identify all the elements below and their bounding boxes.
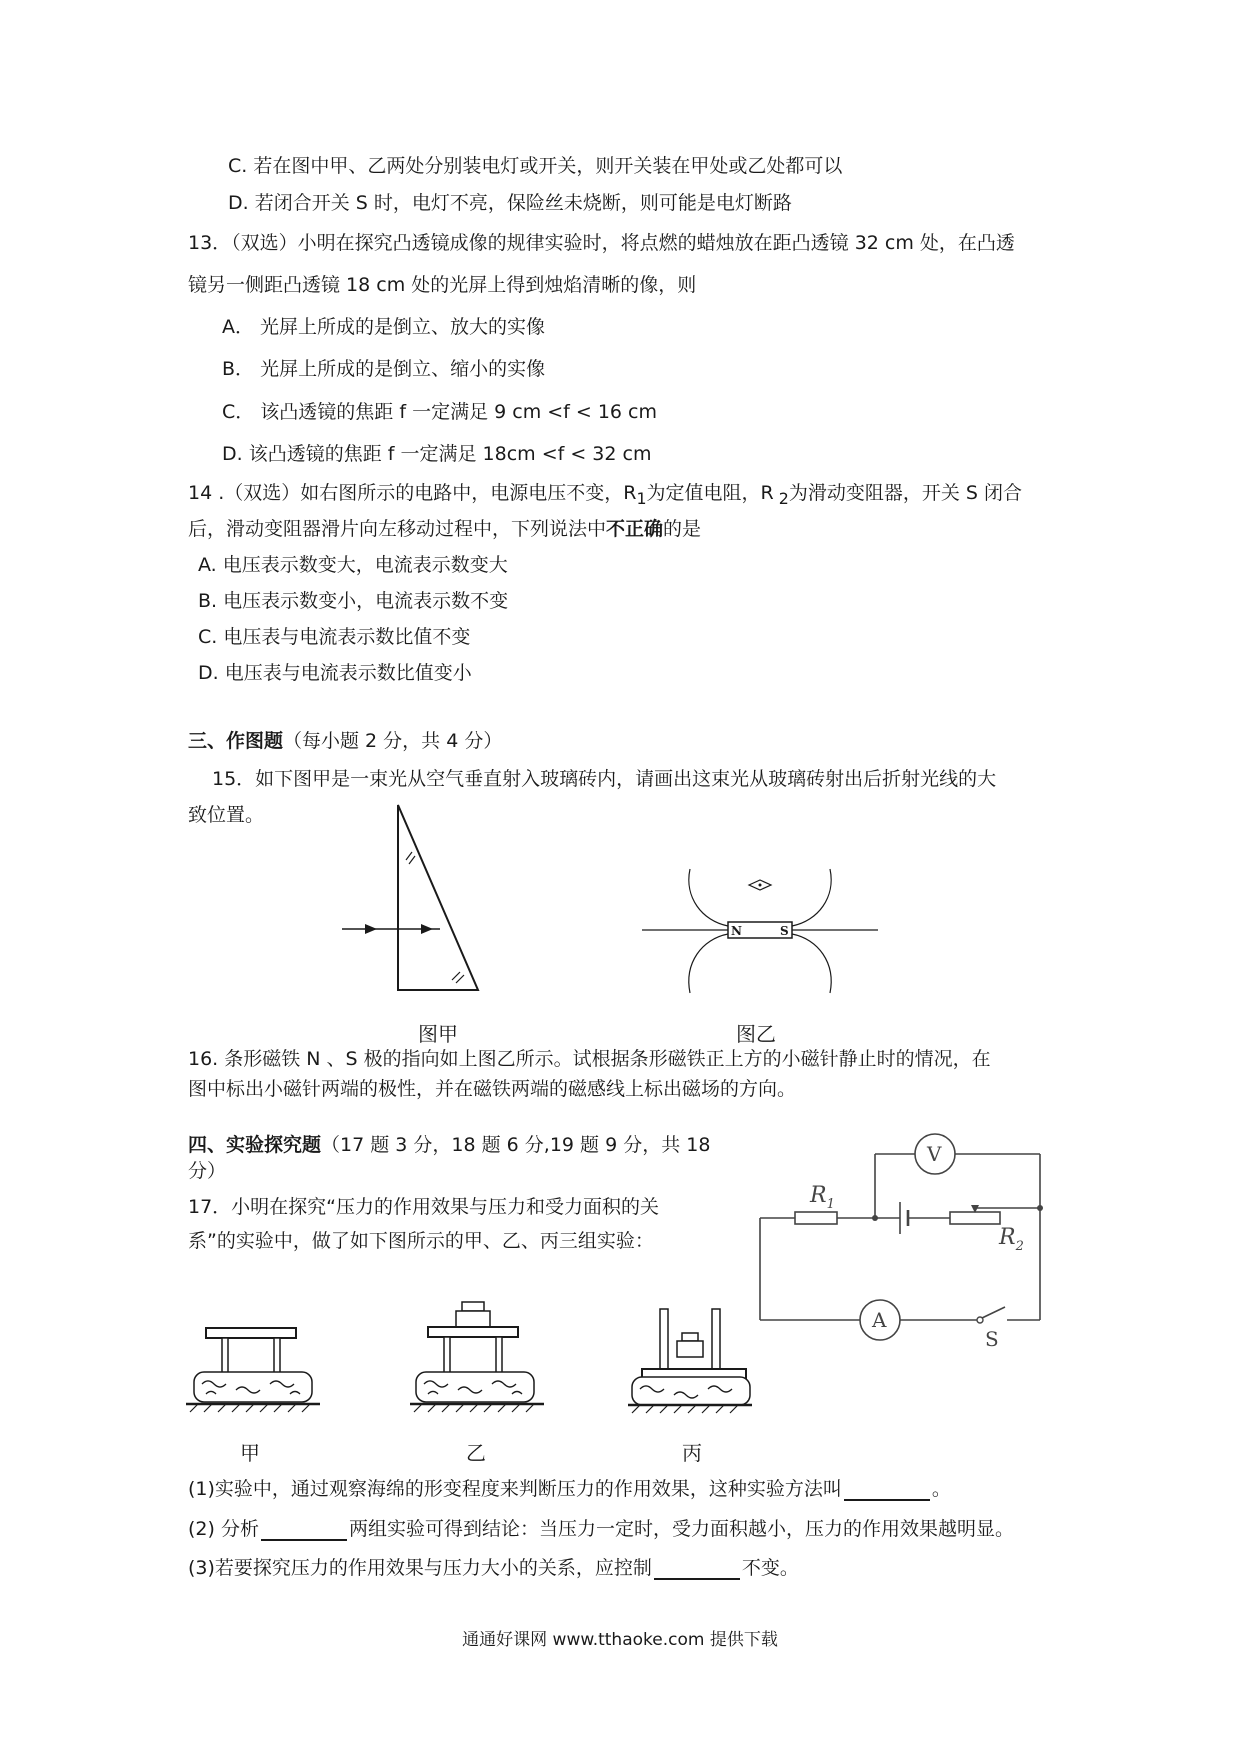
figure-jia-caption: 图甲 <box>418 1022 458 1046</box>
q12-option-d: D. 若闭合开关 S 时，电灯不亮，保险丝未烧断，则可能是电灯断路 <box>228 192 792 214</box>
section-3-title: 三、作图题 <box>188 730 284 752</box>
q14-stem2-emphasis: 不正确 <box>606 518 664 540</box>
magnet-s-pole-label: S <box>780 924 789 938</box>
q14-r1-subscript: 1 <box>636 488 647 508</box>
q13-stem-line2: 镜另一侧距凸透镜 18 cm 处的光屏上得到烛焰清晰的像，则 <box>188 274 697 296</box>
q17-sub2 <box>188 1517 1014 1541</box>
q17-line1: 17．小明在探究“压力的作用效果与压力和受力面积的关 <box>188 1196 660 1218</box>
apparatus-bing-caption: 丙 <box>682 1441 702 1465</box>
figure-jia-prism <box>330 800 500 1000</box>
r1-subscript: 1 <box>826 1197 835 1212</box>
q14-stem1-part-a: 14 .（双选）如右图所示的电路中，电源电压不变，R <box>188 482 637 504</box>
q14-stem2-part-a: 后，滑动变阻器滑片向左移动过程中，下列说法中 <box>188 518 607 540</box>
q17-sub3-answer-blank[interactable] <box>654 1558 740 1580</box>
q17-sub3-text-a: (3)若要探究压力的作用效果与压力大小的关系，应控制 <box>188 1557 652 1579</box>
apparatus-bing <box>628 1305 753 1425</box>
q17-line2: 系”的实验中，做了如下图所示的甲、乙、丙三组实验： <box>188 1230 654 1252</box>
q17-sub1 <box>188 1477 951 1501</box>
q17-sub3 <box>188 1556 799 1580</box>
field-line-right-upper <box>792 869 831 926</box>
q17-sub1-text: (1)实验中，通过观察海绵的形变程度来判断压力的作用效果，这种实验方法叫 <box>188 1478 842 1500</box>
weight-top <box>462 1302 484 1311</box>
hatch-mark-top-2 <box>409 856 415 864</box>
q13-option-c: C． 该凸透镜的焦距 f 一定满足 9 cm <f < 16 cm <box>222 401 658 423</box>
q13-option-b: B． 光屏上所成的是倒立、缩小的实像 <box>222 358 546 380</box>
r2-subscript: 2 <box>1015 1239 1024 1254</box>
section-4-note-line1: （17 题 3 分，18 题 6 分,19 题 9 分，共 18 <box>321 1134 711 1156</box>
weight-body <box>677 1341 703 1357</box>
hatch-mark-bottom-1 <box>452 972 460 980</box>
rheostat-r2 <box>950 1212 1000 1224</box>
field-line-right-lower <box>792 934 831 993</box>
q17-sub2-answer-blank[interactable] <box>261 1519 347 1541</box>
q14-option-a: A. 电压表示数变大，电流表示数变大 <box>198 554 508 576</box>
r2-letter: R <box>999 1225 1016 1250</box>
q12-option-c: C. 若在图中甲、乙两处分别装电灯或开关，则开关装在甲处或乙处都可以 <box>228 155 843 177</box>
switch-label: S <box>985 1327 999 1351</box>
q17-sub1-answer-blank[interactable] <box>844 1479 930 1501</box>
table-top <box>428 1327 518 1337</box>
weight-body <box>456 1311 490 1327</box>
q14-option-c: C. 电压表与电流表示数比值不变 <box>198 626 471 648</box>
q15-line1: 15．如下图甲是一束光从空气垂直射入玻璃砖内，请画出这束光从玻璃砖射出后折射光线的大 <box>212 768 997 790</box>
q14-stem1-part-b: 为定值电阻，R <box>646 482 774 504</box>
sponge <box>416 1372 534 1402</box>
q14-stem1-part-c: 为滑动变阻器，开关 S 闭合 <box>788 482 1022 504</box>
q16-line1: 16. 条形磁铁 N 、S 极的指向如上图乙所示。试根据条形磁铁正上方的小磁针静止时的情况，在 <box>188 1048 991 1070</box>
q17-sub2-text-a: (2) 分析 <box>188 1518 259 1540</box>
section-4-heading <box>188 1133 710 1157</box>
table-leg-right-upright <box>712 1309 720 1369</box>
section-4-note-line2: 分） <box>188 1160 227 1182</box>
table-leg-left-upright <box>660 1309 668 1369</box>
resistor-r1-label <box>809 1183 835 1212</box>
q17-sub3-text-b: 不变。 <box>741 1557 799 1579</box>
voltmeter-label: V <box>927 1142 942 1166</box>
junction-right <box>1037 1205 1043 1211</box>
r1-letter: R <box>810 1183 827 1208</box>
resistor-r2-label <box>998 1225 1024 1254</box>
q14-stem-line1 <box>188 481 1022 511</box>
q13-stem-line1: 13．（双选）小明在探究凸透镜成像的规律实验时，将点燃的蜡烛放在距凸透镜 32 cm 处，在凸透 <box>188 232 1015 254</box>
ray-arrow-inside <box>421 924 433 934</box>
magnet-n-pole-label: N <box>731 924 742 938</box>
table-top <box>206 1328 296 1338</box>
weight-top <box>682 1333 698 1341</box>
figure-yi-magnet <box>640 865 880 1005</box>
q13-option-a: A． 光屏上所成的是倒立、放大的实像 <box>222 316 546 338</box>
q13-option-d: D. 该凸透镜的焦距 f 一定满足 18cm <f < 32 cm <box>222 443 652 465</box>
apparatus-jia <box>186 1320 326 1425</box>
apparatus-yi-caption: 乙 <box>466 1441 486 1465</box>
q14-stem-line2 <box>188 517 701 541</box>
section-3-heading <box>188 729 502 753</box>
sponge <box>632 1377 750 1405</box>
q15-line2: 致位置。 <box>188 804 265 826</box>
q14-r2-subscript: 2 <box>773 488 789 508</box>
q17-sub1-end: 。 <box>931 1478 951 1500</box>
q16-line2: 图中标出小磁针两端的极性，并在磁铁两端的磁感线上标出磁场的方向。 <box>188 1078 797 1100</box>
sponge <box>194 1372 312 1402</box>
apparatus-jia-caption: 甲 <box>240 1441 260 1465</box>
page-footer: 通通好课网 www.tthaoke.com 提供下载 <box>462 1630 778 1650</box>
figure-yi-caption: 图乙 <box>736 1022 776 1046</box>
ammeter-label: A <box>872 1308 887 1332</box>
field-line-left-upper <box>689 869 728 926</box>
junction-left <box>872 1215 878 1221</box>
q17-sub2-text-b: 两组实验可得到结论：当压力一定时，受力面积越小，压力的作用效果越明显。 <box>348 1518 1014 1540</box>
field-line-left-lower <box>689 934 728 993</box>
q14-stem2-part-c: 的是 <box>663 518 702 540</box>
switch-lever[interactable] <box>982 1307 1005 1318</box>
section-4-title: 四、实验探究题 <box>188 1134 322 1156</box>
section-3-note: （每小题 2 分，共 4 分） <box>283 730 503 752</box>
compass-pivot <box>759 884 762 887</box>
resistor-r1 <box>795 1212 837 1224</box>
hatch-mark-top-1 <box>406 852 412 860</box>
glass-prism <box>398 805 478 990</box>
q14-option-d: D. 电压表与电流表示数比值变小 <box>198 662 472 684</box>
circuit-diagram <box>755 1120 1055 1350</box>
hatch-mark-bottom-2 <box>456 975 464 983</box>
ray-arrow-outside <box>365 924 377 934</box>
q14-option-b: B. 电压表示数变小，电流表示数不变 <box>198 590 509 612</box>
apparatus-yi <box>410 1300 550 1425</box>
